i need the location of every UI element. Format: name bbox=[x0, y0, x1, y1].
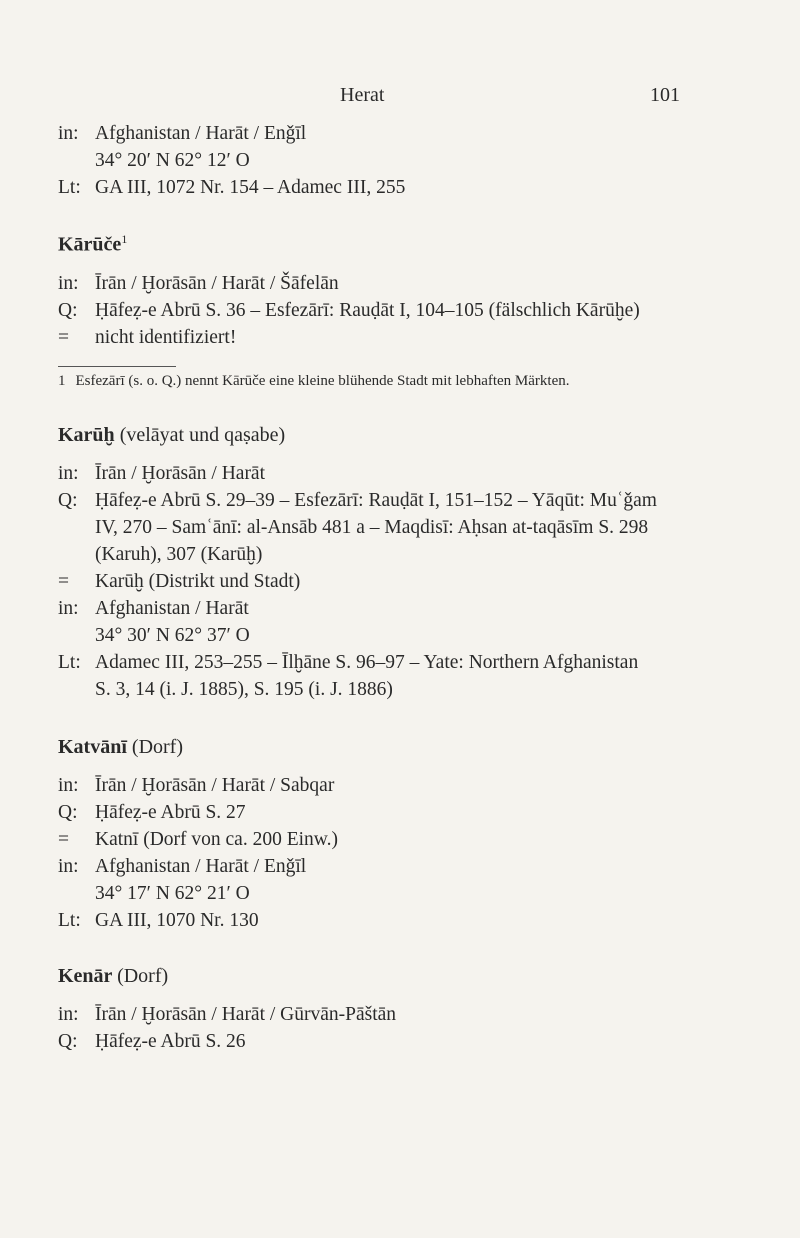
location-text: Afghanistan / Harāt / Enǧīl bbox=[95, 123, 307, 144]
page-number: 101 bbox=[650, 84, 680, 106]
sources-text: Ḥāfeẓ-e Abrū S. 27 bbox=[95, 802, 246, 823]
field-label: Lt: bbox=[58, 652, 81, 673]
entry-karuh bbox=[58, 422, 698, 703]
entry-title-text: Karūḫ bbox=[58, 424, 115, 446]
literature-text: Adamec III, 253–255 – Īlḫāne S. 96–97 – Yate: Northern Afghanistan bbox=[95, 652, 639, 673]
entry-title-suffix: (velāyat und qaṣabe) bbox=[119, 424, 286, 446]
running-title: Herat bbox=[340, 84, 385, 106]
entry-title-suffix: (Dorf) bbox=[117, 965, 169, 987]
entry-title bbox=[58, 963, 698, 990]
identification-text: Karūḫ (Distrikt und Stadt) bbox=[95, 571, 301, 592]
entry-title-text: Kenār bbox=[58, 965, 113, 987]
location-text: Īrān / Ḫorāsān / Harāt / Gūrvān-Pāštān bbox=[95, 1004, 397, 1025]
literature-text: GA III, 1072 Nr. 154 – Adamec III, 255 bbox=[95, 177, 406, 198]
location-text: Afghanistan / Harāt / Enǧīl bbox=[95, 856, 307, 877]
coordinates: 34° 30′ N 62° 37′ O bbox=[95, 625, 250, 646]
entry-katvani bbox=[58, 734, 698, 934]
entry-kenar bbox=[58, 963, 698, 1055]
literature-text: GA III, 1070 Nr. 130 bbox=[95, 910, 259, 931]
field-label: in: bbox=[58, 463, 79, 484]
entry-title-text: Katvānī bbox=[58, 736, 127, 758]
field-label: = bbox=[58, 571, 69, 592]
field-label: = bbox=[58, 326, 69, 348]
entry-title bbox=[58, 422, 698, 449]
sources-text: Ḥāfeẓ-e Abrū S. 26 bbox=[95, 1031, 246, 1052]
entry-intro bbox=[58, 120, 698, 201]
field-label: in: bbox=[58, 598, 79, 619]
identification-text: nicht identifiziert! bbox=[95, 326, 237, 348]
field-label: in: bbox=[58, 775, 79, 796]
field-label: in: bbox=[58, 856, 79, 877]
entry-title-suffix: (Dorf) bbox=[131, 736, 183, 758]
sources-text: (Karuh), 307 (Karūḫ) bbox=[95, 544, 263, 565]
footnote-mark: 1 bbox=[121, 232, 128, 246]
field-label: in: bbox=[58, 272, 79, 294]
running-head bbox=[340, 84, 680, 107]
footnote-number: 1 bbox=[58, 373, 66, 389]
footnote-rule bbox=[58, 366, 176, 367]
coordinates: 34° 20′ N 62° 12′ O bbox=[95, 150, 250, 171]
sources-text: IV, 270 – Samʿānī: al-Ansāb 481 a – Maqdisī: Aḥsan at-taqāsīm S. 298 bbox=[95, 517, 649, 538]
coordinates: 34° 17′ N 62° 21′ O bbox=[95, 883, 250, 904]
sources-text: Ḥāfeẓ-e Abrū S. 29–39 – Esfezārī: Rauḍāt I, 151–152 – Yāqūt: Muʿǧam bbox=[95, 490, 657, 511]
footnote bbox=[58, 373, 738, 390]
field-label: = bbox=[58, 829, 69, 850]
entry-karuce bbox=[58, 226, 698, 351]
entry-title bbox=[58, 734, 698, 761]
location-text: Afghanistan / Harāt bbox=[95, 598, 249, 619]
field-label: in: bbox=[58, 1004, 79, 1025]
field-label: Q: bbox=[58, 802, 78, 823]
footnote-text: Esfezārī (s. o. Q.) nennt Kārūče eine kleine blühende Stadt mit lebhaften Märkten. bbox=[75, 373, 570, 389]
entry-title-text: Kārūče bbox=[58, 233, 122, 256]
field-label: Q: bbox=[58, 1031, 78, 1052]
literature-text: S. 3, 14 (i. J. 1885), S. 195 (i. J. 1886) bbox=[95, 679, 393, 700]
field-label: in: bbox=[58, 123, 79, 144]
location-text: Īrān / Ḫorāsān / Harāt bbox=[95, 463, 266, 484]
sources-text: Ḥāfeẓ-e Abrū S. 36 – Esfezārī: Rauḍāt I, 104–105 (fälschlich Kārūḫe) bbox=[95, 299, 640, 321]
identification-text: Katnī (Dorf von ca. 200 Einw.) bbox=[95, 829, 338, 850]
field-label: Q: bbox=[58, 299, 78, 321]
field-label: Q: bbox=[58, 490, 78, 511]
entry-title bbox=[58, 226, 698, 259]
location-text: Īrān / Ḫorāsān / Harāt / Sabqar bbox=[95, 775, 335, 796]
field-label: Lt: bbox=[58, 910, 81, 931]
location-text: Īrān / Ḫorāsān / Harāt / Šāfelān bbox=[95, 272, 339, 294]
field-label: Lt: bbox=[58, 177, 81, 198]
